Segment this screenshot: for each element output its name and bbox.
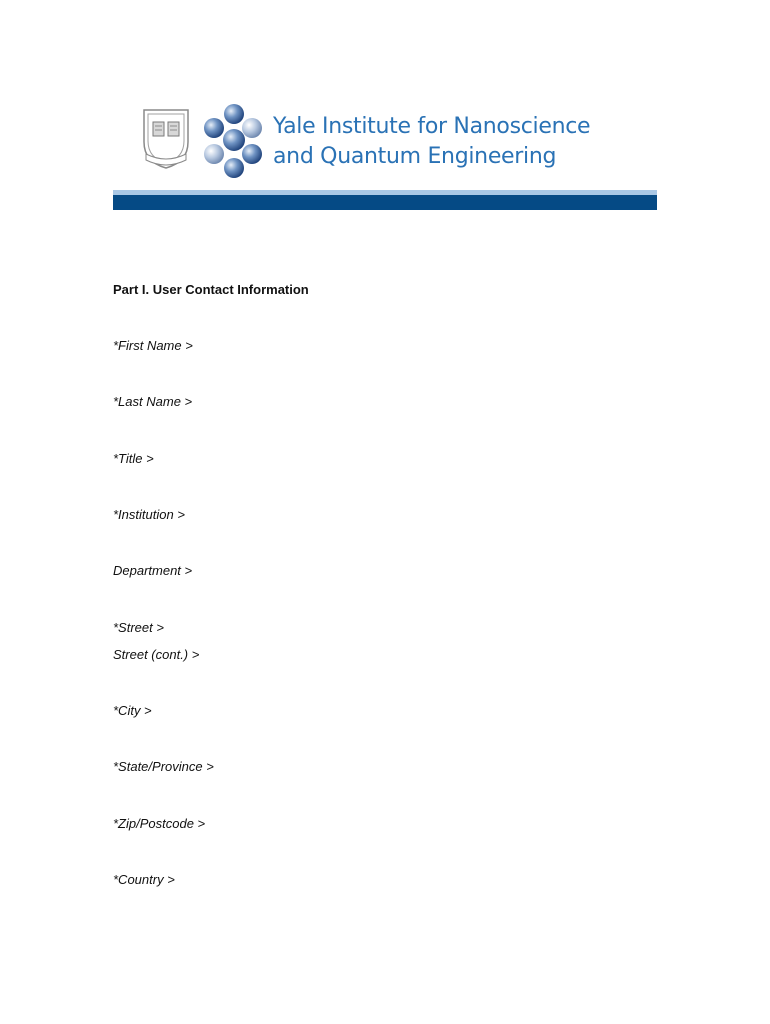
zip-postcode-label: *Zip/Postcode > [113,816,206,831]
institute-name-line2: and Quantum Engineering [273,144,557,169]
header-logos [140,100,591,185]
state-province-label: *State/Province > [113,759,214,774]
first-name-label: *First Name > [113,338,193,353]
section-title: Part I. User Contact Information [113,282,309,297]
nanoscience-spheres-logo [200,102,268,182]
last-name-label: *Last Name > [113,394,193,409]
institution-label: *Institution > [113,507,185,522]
department-label: Department > [113,563,193,578]
title-label: *Title > [113,451,154,466]
yale-shield-logo [140,106,192,172]
street-label: *Street > [113,620,164,635]
city-label: *City > [113,703,152,718]
country-label: *Country > [113,872,175,887]
institute-name [273,112,590,172]
institute-name-line1: Yale Institute for Nanoscience [273,114,591,139]
header-divider-dark [113,195,657,210]
street-cont-label: Street (cont.) > [113,647,200,662]
